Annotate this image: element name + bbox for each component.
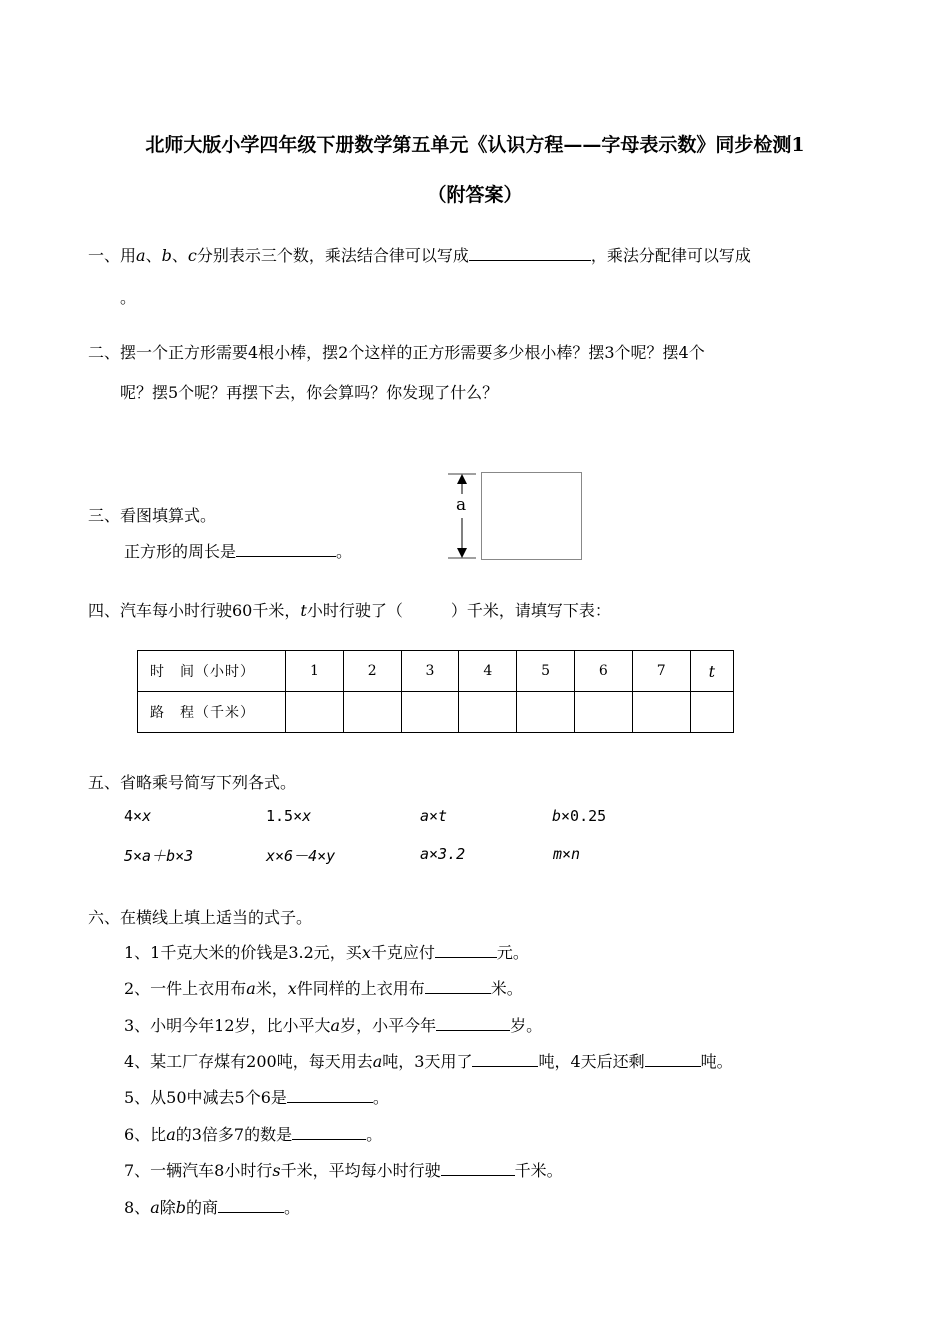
item-text: 8、 xyxy=(124,1198,151,1217)
item-text: 除 xyxy=(159,1198,176,1217)
item-text: 吨。 xyxy=(700,1052,733,1071)
item-text: 的商 xyxy=(186,1198,219,1217)
expr xyxy=(266,807,311,825)
answer-blank[interactable] xyxy=(645,1052,701,1067)
time-cell: 1 xyxy=(286,651,344,692)
distance-cell[interactable] xyxy=(574,692,632,733)
item-text: 米。 xyxy=(490,979,523,998)
question-4 xyxy=(88,598,611,621)
table-row xyxy=(138,692,734,733)
q6-item-3 xyxy=(124,1013,542,1036)
expr xyxy=(124,807,151,825)
q1-sep: 、 xyxy=(171,246,188,265)
item-text: 。 xyxy=(366,1125,383,1144)
distance-cell[interactable] xyxy=(343,692,401,733)
distance-cell[interactable] xyxy=(459,692,517,733)
question-3-text xyxy=(124,539,352,562)
time-cell: 2 xyxy=(343,651,401,692)
q1-text: 一、用 xyxy=(88,246,137,265)
q1-end: 。 xyxy=(120,288,137,307)
q3-end: 。 xyxy=(336,542,353,561)
side-label: a xyxy=(456,495,467,515)
answer-blank[interactable] xyxy=(435,943,497,958)
item-text: 5、从50中减去5个6是 xyxy=(124,1088,287,1107)
expr: a×3.2 xyxy=(420,845,466,863)
answer-blank[interactable] xyxy=(441,1161,515,1176)
expr: x×6－4×y xyxy=(266,847,336,865)
page-subtitle: （附答案） xyxy=(427,184,523,206)
item-text: 千米，平均每小时行驶 xyxy=(280,1161,441,1180)
item-text: 4、某工厂存煤有200吨，每天用去 xyxy=(124,1052,373,1071)
expr-var: x xyxy=(142,807,152,825)
row-header-time: 时 间（小时） xyxy=(138,651,286,692)
var-a: a xyxy=(330,1016,341,1035)
time-cell: t xyxy=(690,651,733,692)
expr-var: b xyxy=(552,807,562,825)
q6-item-7 xyxy=(124,1158,563,1181)
q6-item-1 xyxy=(124,940,529,963)
var-a: a xyxy=(166,1125,176,1144)
time-cell: 3 xyxy=(401,651,459,692)
distance-cell[interactable] xyxy=(632,692,690,733)
var-t: t xyxy=(300,601,307,620)
item-text: 2、一件上衣用布 xyxy=(124,979,247,998)
time-cell: 5 xyxy=(517,651,575,692)
var-a: a xyxy=(246,979,256,998)
answer-blank[interactable] xyxy=(218,1198,284,1213)
answer-blank[interactable] xyxy=(287,1088,373,1103)
item-text: 。 xyxy=(372,1088,389,1107)
dimension-arrow xyxy=(446,472,478,560)
expr xyxy=(420,807,447,825)
expr-part: ×t xyxy=(429,807,448,825)
answer-blank[interactable] xyxy=(236,542,336,557)
expr: 5×a＋b×3 xyxy=(124,847,194,865)
answer-blank[interactable] xyxy=(425,979,491,994)
speed-table xyxy=(137,650,734,733)
var-a: a xyxy=(372,1052,383,1071)
time-cell: 7 xyxy=(632,651,690,692)
row-header-distance: 路 程（千米） xyxy=(138,692,286,733)
answer-blank[interactable] xyxy=(436,1016,510,1031)
item-text: 岁，小平今年 xyxy=(340,1016,437,1035)
item-text: 3、小明今年12岁，比小平大 xyxy=(124,1016,331,1035)
distance-cell[interactable] xyxy=(690,692,733,733)
page-title: 北师大版小学四年级下册数学第五单元《认识方程——字母表示数》同步检测1 xyxy=(145,134,805,156)
question-2-line1: 二、摆一个正方形需要4根小棒，摆2个这样的正方形需要多少根小棒？摆3个呢？摆4个 xyxy=(88,343,705,362)
item-text: 岁。 xyxy=(510,1016,543,1035)
item-text: 的3倍多7的数是 xyxy=(175,1125,293,1144)
question-5-heading: 五、省略乘号简写下列各式。 xyxy=(88,773,297,792)
q6-item-6 xyxy=(124,1122,382,1145)
q6-item-4 xyxy=(124,1049,733,1072)
item-text: 吨，4天后还剩 xyxy=(538,1052,645,1071)
question-3-heading: 三、看图填算式。 xyxy=(88,506,217,525)
distance-cell[interactable] xyxy=(517,692,575,733)
square-figure xyxy=(481,472,582,560)
q1-text: ，乘法分配律可以写成 xyxy=(590,246,751,265)
item-text: 千克应付 xyxy=(370,943,435,962)
expr xyxy=(552,807,606,825)
item-text: 千米。 xyxy=(514,1161,563,1180)
var-x: x xyxy=(361,943,371,962)
var-b: b xyxy=(161,246,172,265)
expr: m×n xyxy=(553,845,581,863)
var-b: b xyxy=(175,1198,186,1217)
q1-sep: 、 xyxy=(145,246,162,265)
var-a: a xyxy=(136,246,146,265)
item-text: 件同样的上衣用布 xyxy=(296,979,425,998)
item-text: 米， xyxy=(255,979,288,998)
var-s: s xyxy=(272,1161,281,1180)
var-x: x xyxy=(287,979,297,998)
item-text: 。 xyxy=(284,1198,301,1217)
q6-item-8 xyxy=(124,1195,300,1218)
q6-item-5 xyxy=(124,1085,389,1108)
question-6-heading: 六、在横线上填上适当的式子。 xyxy=(88,908,313,927)
answer-blank[interactable] xyxy=(292,1125,366,1140)
expr-var: a xyxy=(420,807,430,825)
expr-part: ×0.25 xyxy=(561,807,607,825)
q4-text: 小时行驶了（ ）千米，请填写下表： xyxy=(306,601,611,620)
item-text: 7、一辆汽车8小时行 xyxy=(124,1161,273,1180)
item-text: 6、比 xyxy=(124,1125,167,1144)
distance-cell[interactable] xyxy=(286,692,344,733)
time-cell: 6 xyxy=(574,651,632,692)
expr-part: 4× xyxy=(124,807,143,825)
answer-blank[interactable] xyxy=(472,1052,538,1067)
question-1 xyxy=(88,243,751,266)
question-2-line2: 呢？摆5个呢？再摆下去，你会算吗？你发现了什么？ xyxy=(120,383,499,402)
table-row xyxy=(138,651,734,692)
time-cell: 4 xyxy=(459,651,517,692)
q6-item-2 xyxy=(124,976,523,999)
item-text: 吨，3天用了 xyxy=(382,1052,473,1071)
expr-var: x xyxy=(302,807,312,825)
var-a: a xyxy=(150,1198,160,1217)
var-c: c xyxy=(187,246,197,265)
item-text: 元。 xyxy=(496,943,529,962)
answer-blank[interactable] xyxy=(469,246,591,261)
expr-part: 1.5× xyxy=(266,807,303,825)
item-text: 1、1千克大米的价钱是3.2元，买 xyxy=(124,943,362,962)
q1-text: 分别表示三个数，乘法结合律可以写成 xyxy=(196,246,469,265)
q3-text: 正方形的周长是 xyxy=(124,542,237,561)
q4-text: 四、汽车每小时行驶60千米， xyxy=(88,601,301,620)
distance-cell[interactable] xyxy=(401,692,459,733)
